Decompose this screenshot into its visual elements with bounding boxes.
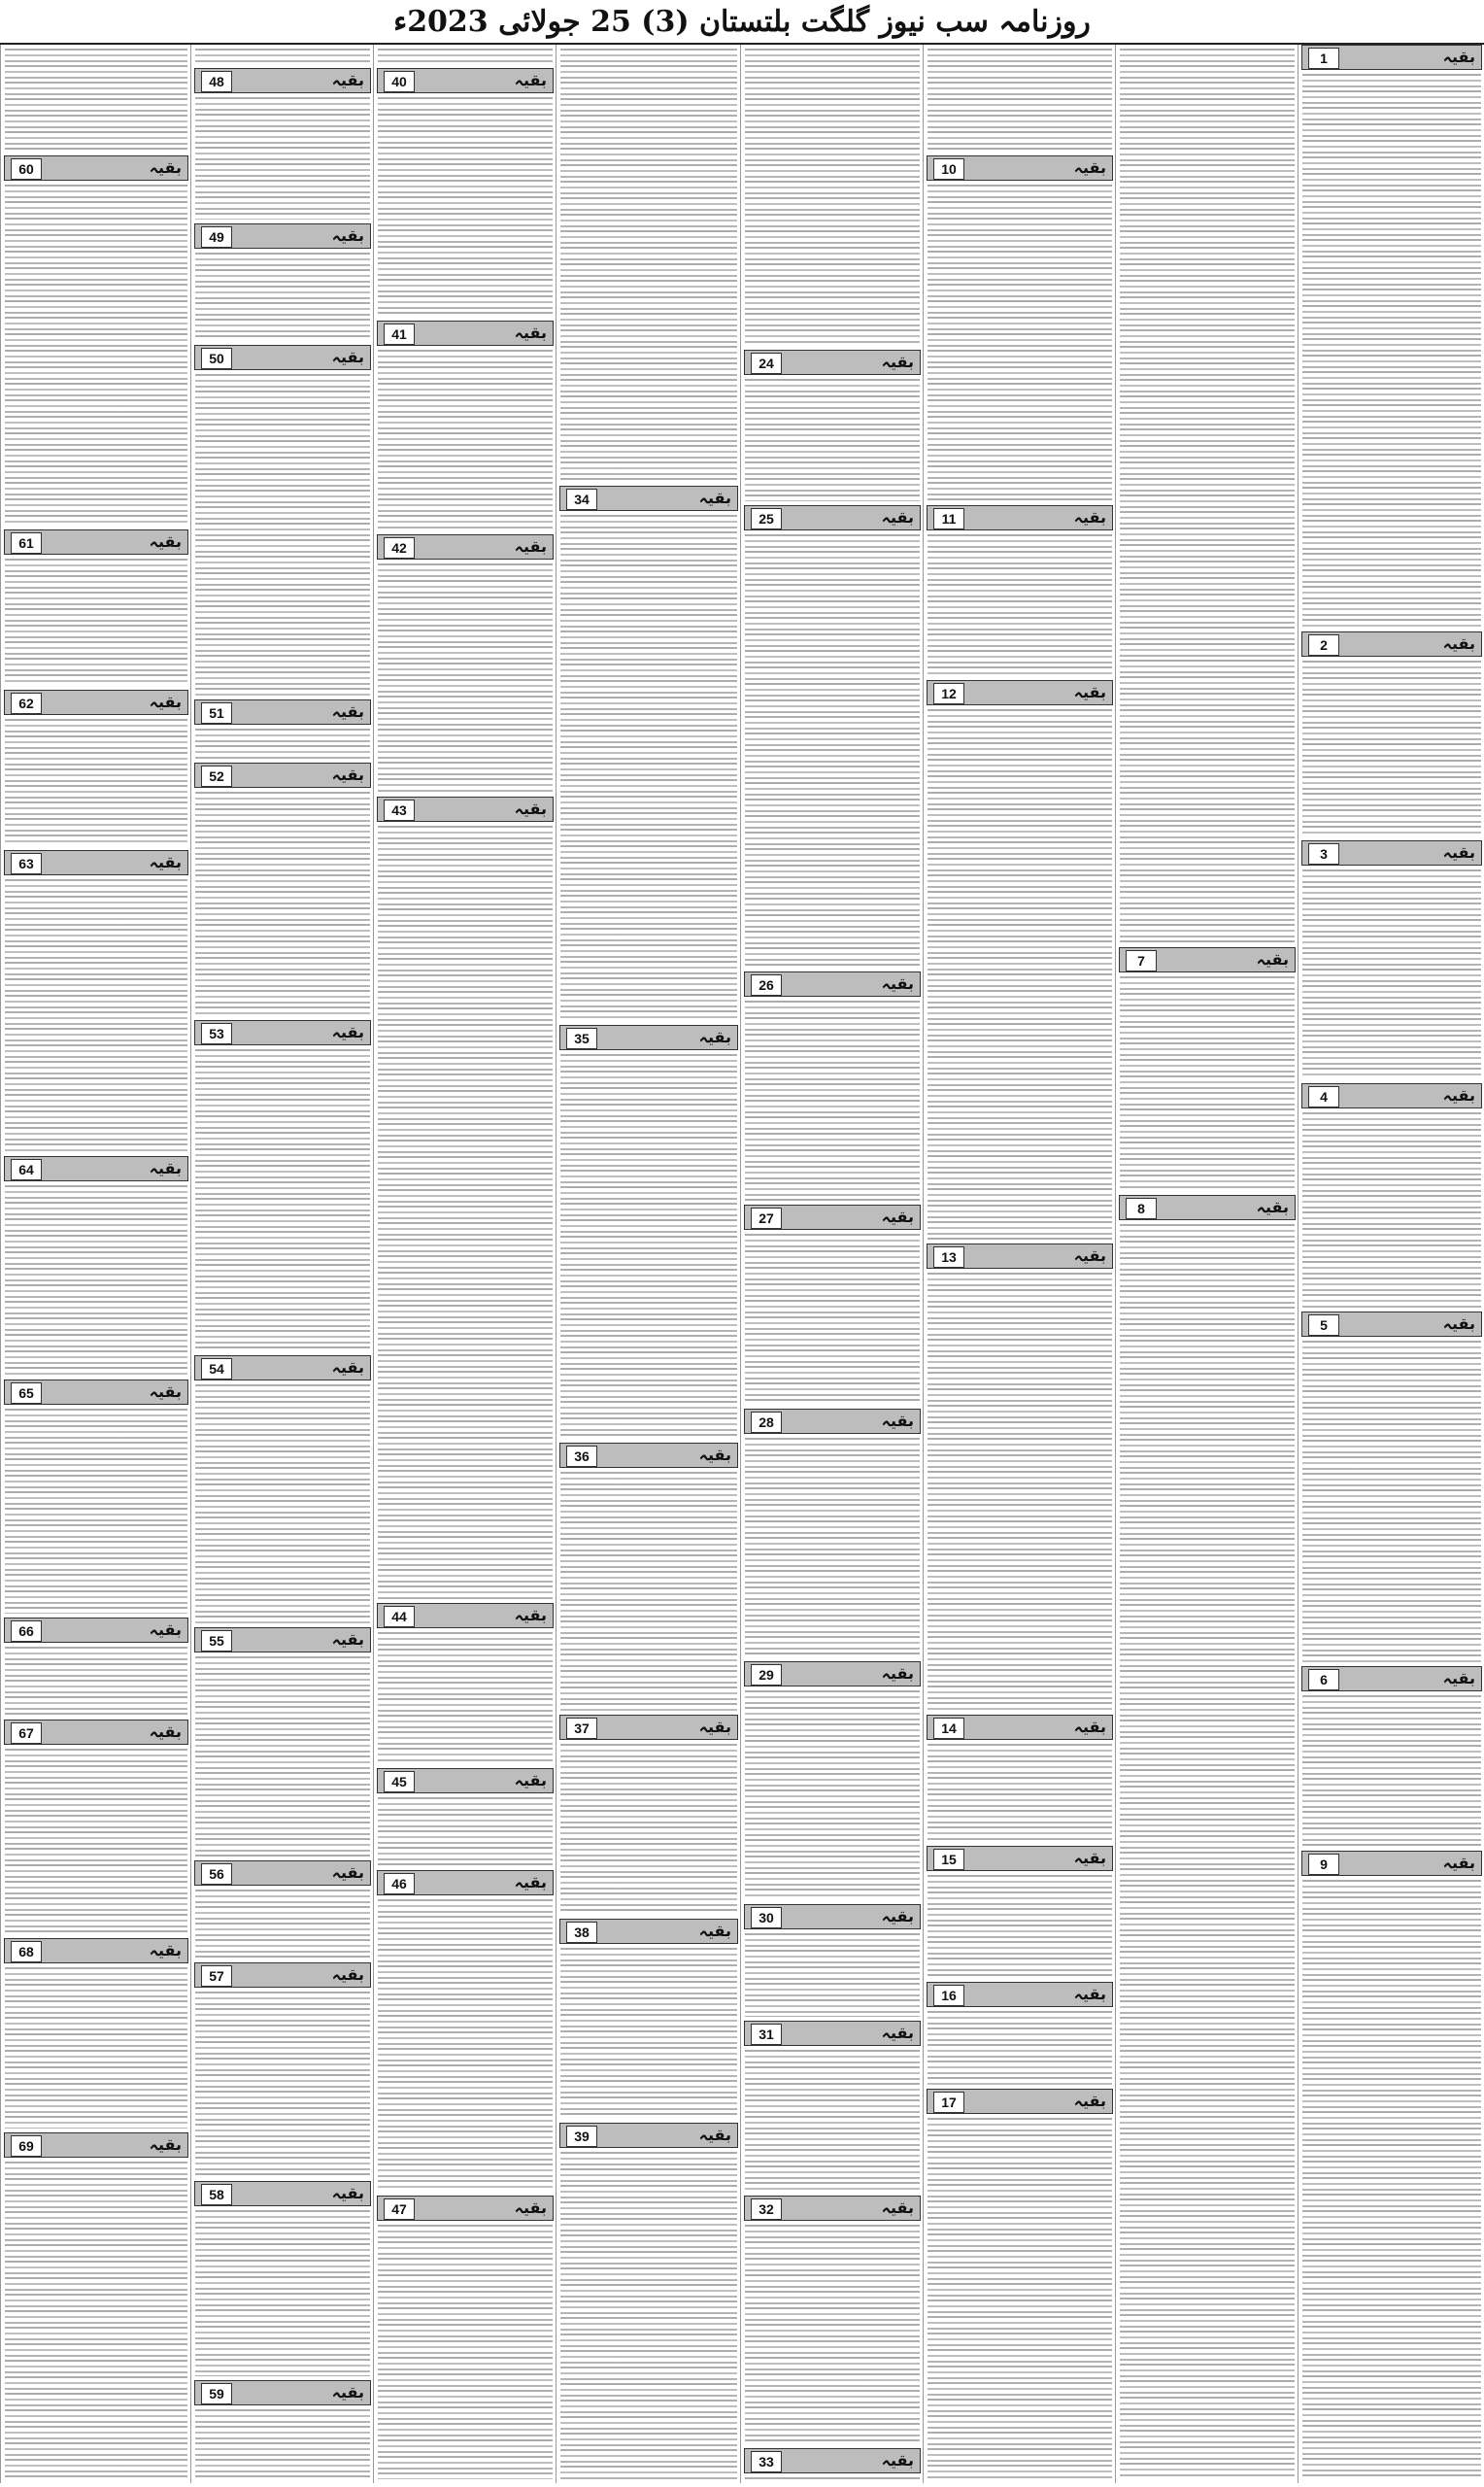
continuation-header [744,2021,921,2046]
continuation-label: بقیہ [881,1664,914,1683]
article-body-text [195,2210,370,2376]
continuation-number: 10 [933,158,964,180]
continuation-label: بقیہ [331,226,364,245]
continuation-number: 49 [201,226,232,248]
continuation-header [4,529,188,555]
continuation-label: بقیہ [881,2451,914,2470]
continuation-label: بقیہ [514,324,547,342]
continuation-header [744,1904,921,1929]
continuation-number: 3 [1308,843,1339,865]
continuation-header [4,850,188,875]
continuation-label: بقیہ [1442,1086,1475,1105]
continuation-number: 46 [384,1873,415,1894]
article-body-text [195,49,370,64]
article-body-text [560,1054,737,1439]
continuation-label: بقیہ [149,853,182,871]
continuation-label: بقیہ [331,766,364,784]
continuation-number: 36 [566,1446,597,1467]
continuation-header [377,534,554,560]
continuation-header [927,1715,1113,1740]
continuation-header [4,1938,188,1963]
article-body-text [1302,1880,1481,2479]
continuation-number: 14 [933,1718,964,1739]
continuation-label: بقیہ [1442,634,1475,653]
continuation-number: 59 [201,2383,232,2404]
news-column [1298,45,1484,2483]
continuation-label: بقیہ [881,353,914,371]
continuation-label: بقیہ [881,508,914,527]
continuation-label: بقیہ [331,1358,364,1377]
continuation-number: 16 [933,1985,964,2006]
article-body-text [5,879,187,1152]
article-body-text [745,49,920,346]
continuation-header [194,2380,371,2405]
article-body-text [745,534,920,968]
continuation-number: 1 [1308,48,1339,69]
continuation-header [744,1661,921,1686]
continuation-label: بقیہ [1256,1198,1289,1216]
continuation-label: بقیہ [698,1028,731,1046]
continuation-label: بقیہ [1442,1314,1475,1333]
article-body-text [1302,1695,1481,1847]
continuation-number: 25 [751,508,782,529]
masthead-title: روزنامہ سب نیوز گلگت بلتستان (3) 25 جولائی 2023ء [0,0,1484,45]
continuation-header [1119,947,1296,972]
continuation-number: 7 [1126,950,1157,971]
article-body-text [5,559,187,686]
continuation-label: بقیہ [1442,843,1475,862]
article-body-text [560,2152,737,2479]
continuation-number: 52 [201,766,232,787]
continuation-header [1301,840,1482,866]
continuation-number: 51 [201,702,232,724]
continuation-number: 55 [201,1630,232,1652]
continuation-header [559,2123,738,2148]
article-body-text [5,1749,187,1934]
continuation-label: بقیہ [1073,1849,1106,1867]
continuation-label: بقیہ [881,1208,914,1226]
continuation-number: 37 [566,1718,597,1739]
continuation-header [4,2132,188,2158]
news-column [373,45,556,2483]
continuation-label: بقیہ [1073,508,1106,527]
continuation-number: 39 [566,2126,597,2147]
continuation-label: بقیہ [698,1446,731,1464]
continuation-number: 42 [384,537,415,559]
continuation-number: 69 [11,2135,42,2157]
continuation-number: 50 [201,348,232,369]
continuation-number: 61 [11,532,42,554]
continuation-label: بقیہ [149,1159,182,1177]
article-body-text [378,49,553,64]
continuation-header [194,1627,371,1652]
continuation-number: 45 [384,1771,415,1792]
article-body-text [1302,1112,1481,1308]
article-body-text [195,1656,370,1857]
continuation-number: 66 [11,1620,42,1642]
article-body-text [378,350,553,530]
continuation-header [559,1919,738,1944]
continuation-number: 11 [933,508,964,529]
continuation-label: بقیہ [331,71,364,89]
continuation-number: 27 [751,1208,782,1229]
continuation-number: 63 [11,853,42,874]
continuation-header [4,690,188,715]
continuation-label: بقیہ [881,2198,914,2217]
continuation-header [4,1380,188,1405]
article-body-text [1302,869,1481,1079]
continuation-header [559,486,738,511]
continuation-header [1119,1195,1296,1220]
continuation-header [4,1720,188,1745]
article-body-text [195,1384,370,1623]
continuation-header [194,223,371,249]
continuation-header [927,680,1113,705]
article-body-text [928,49,1112,152]
continuation-number: 8 [1126,1198,1157,1219]
continuation-label: بقیہ [331,1630,364,1649]
continuation-header [927,1846,1113,1871]
continuation-header [744,2448,921,2473]
continuation-header [194,699,371,725]
article-body-text [745,379,920,501]
news-column [0,45,190,2483]
continuation-number: 6 [1308,1669,1339,1690]
continuation-label: بقیہ [698,1718,731,1736]
continuation-label: بقیہ [1073,1718,1106,1736]
continuation-label: بقیہ [698,2126,731,2144]
article-body-text [5,1967,187,2129]
continuation-number: 64 [11,1159,42,1180]
continuation-number: 15 [933,1849,964,1870]
continuation-number: 13 [933,1246,964,1268]
article-body-text [378,2225,553,2479]
article-body-text [5,1185,187,1376]
continuation-header [744,971,921,997]
continuation-number: 34 [566,489,597,510]
article-body-text [5,2162,187,2479]
continuation-label: بقیہ [881,1412,914,1430]
article-body-text [560,49,737,482]
continuation-header [194,1860,371,1886]
article-body-text [745,1690,920,1900]
article-body-text [745,1234,920,1405]
continuation-number: 33 [751,2451,782,2472]
continuation-number: 56 [201,1863,232,1885]
article-body-text [928,534,1112,676]
continuation-number: 58 [201,2184,232,2205]
continuation-label: بقیہ [514,537,547,556]
continuation-number: 47 [384,2198,415,2220]
article-body-text [745,1933,920,2017]
continuation-label: بقیہ [514,1606,547,1624]
continuation-number: 41 [384,324,415,345]
continuation-header [1301,45,1482,70]
continuation-header [1301,1666,1482,1691]
continuation-label: بقیہ [881,974,914,993]
article-body-text [745,2225,920,2444]
continuation-number: 38 [566,1922,597,1943]
news-column [1115,45,1298,2483]
continuation-header [194,1355,371,1380]
continuation-label: بقیہ [1073,2092,1106,2110]
continuation-number: 44 [384,1606,415,1627]
continuation-header [4,1156,188,1181]
continuation-label: بقیہ [1442,1669,1475,1687]
continuation-number: 28 [751,1412,782,1433]
news-column [923,45,1115,2483]
article-body-text [928,1273,1112,1711]
article-body-text [745,2477,920,2479]
continuation-header [927,1982,1113,2007]
article-body-text [928,709,1112,1240]
continuation-header [194,763,371,788]
continuation-label: بقیہ [149,1382,182,1401]
continuation-label: بقیہ [149,1722,182,1741]
continuation-label: بقیہ [514,71,547,89]
continuation-header [377,1870,554,1895]
continuation-label: بقیہ [149,2135,182,2154]
article-body-text [195,97,370,220]
continuation-label: بقیہ [514,1771,547,1789]
continuation-header [559,1715,738,1740]
continuation-header [927,2089,1113,2114]
continuation-header [377,797,554,822]
continuation-number: 32 [751,2198,782,2220]
continuation-header [744,1205,921,1230]
continuation-number: 12 [933,683,964,704]
continuation-header [194,345,371,370]
continuation-number: 43 [384,800,415,821]
article-body-text [745,1438,920,1657]
continuation-number: 68 [11,1941,42,1962]
continuation-label: بقیہ [1073,1246,1106,1265]
continuation-label: بقیہ [698,1922,731,1940]
article-body-text [928,2118,1112,2479]
article-body-text [5,719,187,846]
article-body-text [195,729,370,759]
continuation-header [927,155,1113,181]
article-body-text [195,1992,370,2177]
article-body-text [195,253,370,341]
article-body-text [378,1797,553,1866]
continuation-label: بقیہ [881,1907,914,1925]
continuation-header [194,2181,371,2206]
news-column [740,45,923,2483]
continuation-number: 62 [11,693,42,714]
continuation-label: بقیہ [331,1863,364,1882]
continuation-header [744,2196,921,2221]
news-column [190,45,373,2483]
article-body-text [928,185,1112,501]
continuation-number: 5 [1308,1314,1339,1336]
continuation-label: بقیہ [1073,1985,1106,2003]
article-body-text [195,374,370,696]
continuation-header [744,1409,921,1434]
continuation-label: بقیہ [881,2024,914,2042]
article-body-text [560,515,737,1021]
continuation-header [559,1443,738,1468]
continuation-label: بقیہ [1073,158,1106,177]
continuation-label: بقیہ [331,2184,364,2202]
continuation-number: 4 [1308,1086,1339,1107]
continuation-header [1301,631,1482,657]
continuation-number: 53 [201,1023,232,1044]
article-body-text [928,1875,1112,1978]
continuation-label: بقیہ [331,1023,364,1041]
continuation-label: بقیہ [1442,48,1475,66]
continuation-label: بقیہ [331,702,364,721]
article-body-text [195,792,370,1016]
article-body-text [1302,661,1481,836]
continuation-label: بقیہ [514,800,547,818]
article-body-text [195,2409,370,2479]
continuation-number: 9 [1308,1854,1339,1875]
continuation-label: بقیہ [1442,1854,1475,1872]
continuation-number: 35 [566,1028,597,1049]
continuation-header [1301,1851,1482,1876]
article-body-text [195,1890,370,1959]
continuation-label: بقیہ [1073,683,1106,701]
continuation-header [1301,1312,1482,1337]
continuation-label: بقیہ [514,1873,547,1891]
continuation-number: 26 [751,974,782,996]
continuation-header [377,1768,554,1793]
continuation-header [377,1603,554,1628]
article-body-text [378,1899,553,2192]
continuation-number: 60 [11,158,42,180]
continuation-label: بقیہ [149,158,182,177]
continuation-header [744,350,921,375]
continuation-number: 29 [751,1664,782,1686]
article-body-text [1120,1224,1295,2479]
article-body-text [745,1001,920,1201]
continuation-label: بقیہ [149,532,182,551]
article-body-text [560,1472,737,1711]
continuation-label: بقیہ [331,1965,364,1984]
continuation-label: بقیہ [149,1620,182,1639]
continuation-label: بقیہ [514,2198,547,2217]
article-body-text [378,563,553,793]
article-body-text [928,2011,1112,2085]
article-body-text [378,826,553,1599]
article-body-text [1120,49,1295,943]
news-column [556,45,740,2483]
article-body-text [1120,976,1295,1191]
continuation-header [927,505,1113,530]
continuation-header [4,1618,188,1643]
continuation-header [377,2196,554,2221]
article-body-text [1302,74,1481,628]
continuation-label: بقیہ [331,2383,364,2402]
continuation-number: 40 [384,71,415,92]
article-body-text [378,97,553,317]
continuation-label: بقیہ [1256,950,1289,969]
continuation-header [744,505,921,530]
article-body-text [5,49,187,152]
article-body-text [560,1744,737,1915]
article-body-text [5,185,187,526]
continuation-number: 2 [1308,634,1339,656]
continuation-number: 17 [933,2092,964,2113]
article-body-text [5,1409,187,1614]
article-body-text [928,1744,1112,1842]
continuation-number: 57 [201,1965,232,1987]
continuation-header [194,1020,371,1045]
continuation-header [377,68,554,93]
article-body-text [5,1647,187,1716]
article-body-text [745,2050,920,2192]
continuation-number: 65 [11,1382,42,1404]
continuation-number: 24 [751,353,782,374]
continuation-label: بقیہ [331,348,364,366]
article-body-text [195,1049,370,1351]
article-body-text [1302,1341,1481,1662]
continuation-header [1301,1083,1482,1108]
continuation-label: بقیہ [149,1941,182,1959]
continuation-header [194,1962,371,1988]
continuation-header [927,1244,1113,1269]
continuation-header [559,1025,738,1050]
continuation-header [4,155,188,181]
continuation-label: بقیہ [698,489,731,507]
continuation-number: 48 [201,71,232,92]
continuation-label: بقیہ [149,693,182,711]
continuation-number: 31 [751,2024,782,2045]
continuation-header [194,68,371,93]
article-body-text [378,1632,553,1764]
article-body-text [560,1948,737,2119]
continuation-number: 54 [201,1358,232,1380]
continuation-number: 30 [751,1907,782,1928]
continuation-header [377,321,554,346]
continuation-number: 67 [11,1722,42,1744]
